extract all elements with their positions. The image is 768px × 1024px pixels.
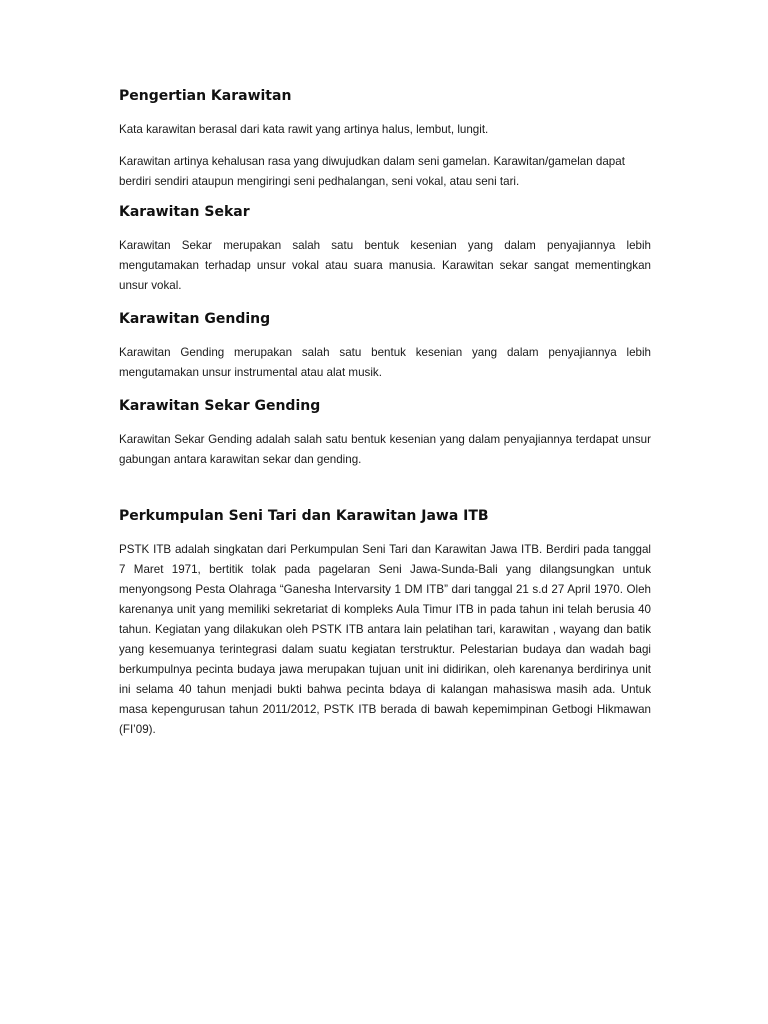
document-page [119, 86, 651, 740]
paragraph: Karawitan Gending merupakan salah satu bentuk kesenian yang dalam penyajiannya lebih mengutamakan unsur instrumental atau alat musik. [119, 346, 651, 379]
section-heading: Karawitan Sekar [119, 204, 250, 220]
paragraph: Karawitan Sekar merupakan salah satu bentuk kesenian yang dalam penyajiannya lebih mengutamakan terhadap unsur vokal atau suara manusia. Karawitan sekar sangat mementingkan unsur vokal. [119, 239, 651, 292]
paragraph: Kata karawitan berasal dari kata rawit yang artinya halus, lembut, lungit. [119, 123, 489, 136]
paragraph: PSTK ITB adalah singkatan dari Perkumpulan Seni Tari dan Karawitan Jawa ITB. Berdiri pada tanggal 7 Maret 1971, bertitik tolak pada pagelaran Seni Jawa-Sunda-Bali yang dilangsungkan untuk menyongsong Pesta Olahraga “Ganesha Intervarsity 1 DM ITB” dari tanggal 21 s.d 27 April 1970. Oleh karenanya unit yang memiliki sekretariat di kompleks Aula Timur ITB in pada tahun ini telah berusia 40 tahun. Kegiatan yang dilakukan oleh PSTK ITB antara lain pelatihan tari, karawitan , wayang dan batik yang kesemuanya terintegrasi dalam suatu kegiatan terstruktur. Pelestarian budaya dan wadah bagi berkumpulnya pecinta budaya jawa merupakan tujuan unit ini didirikan, oleh karenanya berdirinya unit ini selama 40 tahun menjadi bukti bahwa pecinta bdaya di kalangan mahasiswa masih ada. Untuk masa kepengurusan tahun 2011/2012, PSTK ITB berada di bawah kepemimpinan Getbogi Hikmawan (FI’09). [119, 543, 651, 736]
section-heading: Perkumpulan Seni Tari dan Karawitan Jawa ITB [119, 508, 489, 524]
section-heading: Pengertian Karawitan [119, 88, 292, 104]
section-heading: Karawitan Gending [119, 311, 271, 327]
section-heading: Karawitan Sekar Gending [119, 398, 321, 414]
paragraph: Karawitan artinya kehalusan rasa yang diwujudkan dalam seni gamelan. Karawitan/gamelan dapat berdiri sendiri ataupun mengiringi seni pedhalangan, seni vokal, atau seni tari. [119, 155, 625, 188]
paragraph: Karawitan Sekar Gending adalah salah satu bentuk kesenian yang dalam penyajiannya terdapat unsur gabungan antara karawitan sekar dan gending. [119, 433, 651, 466]
